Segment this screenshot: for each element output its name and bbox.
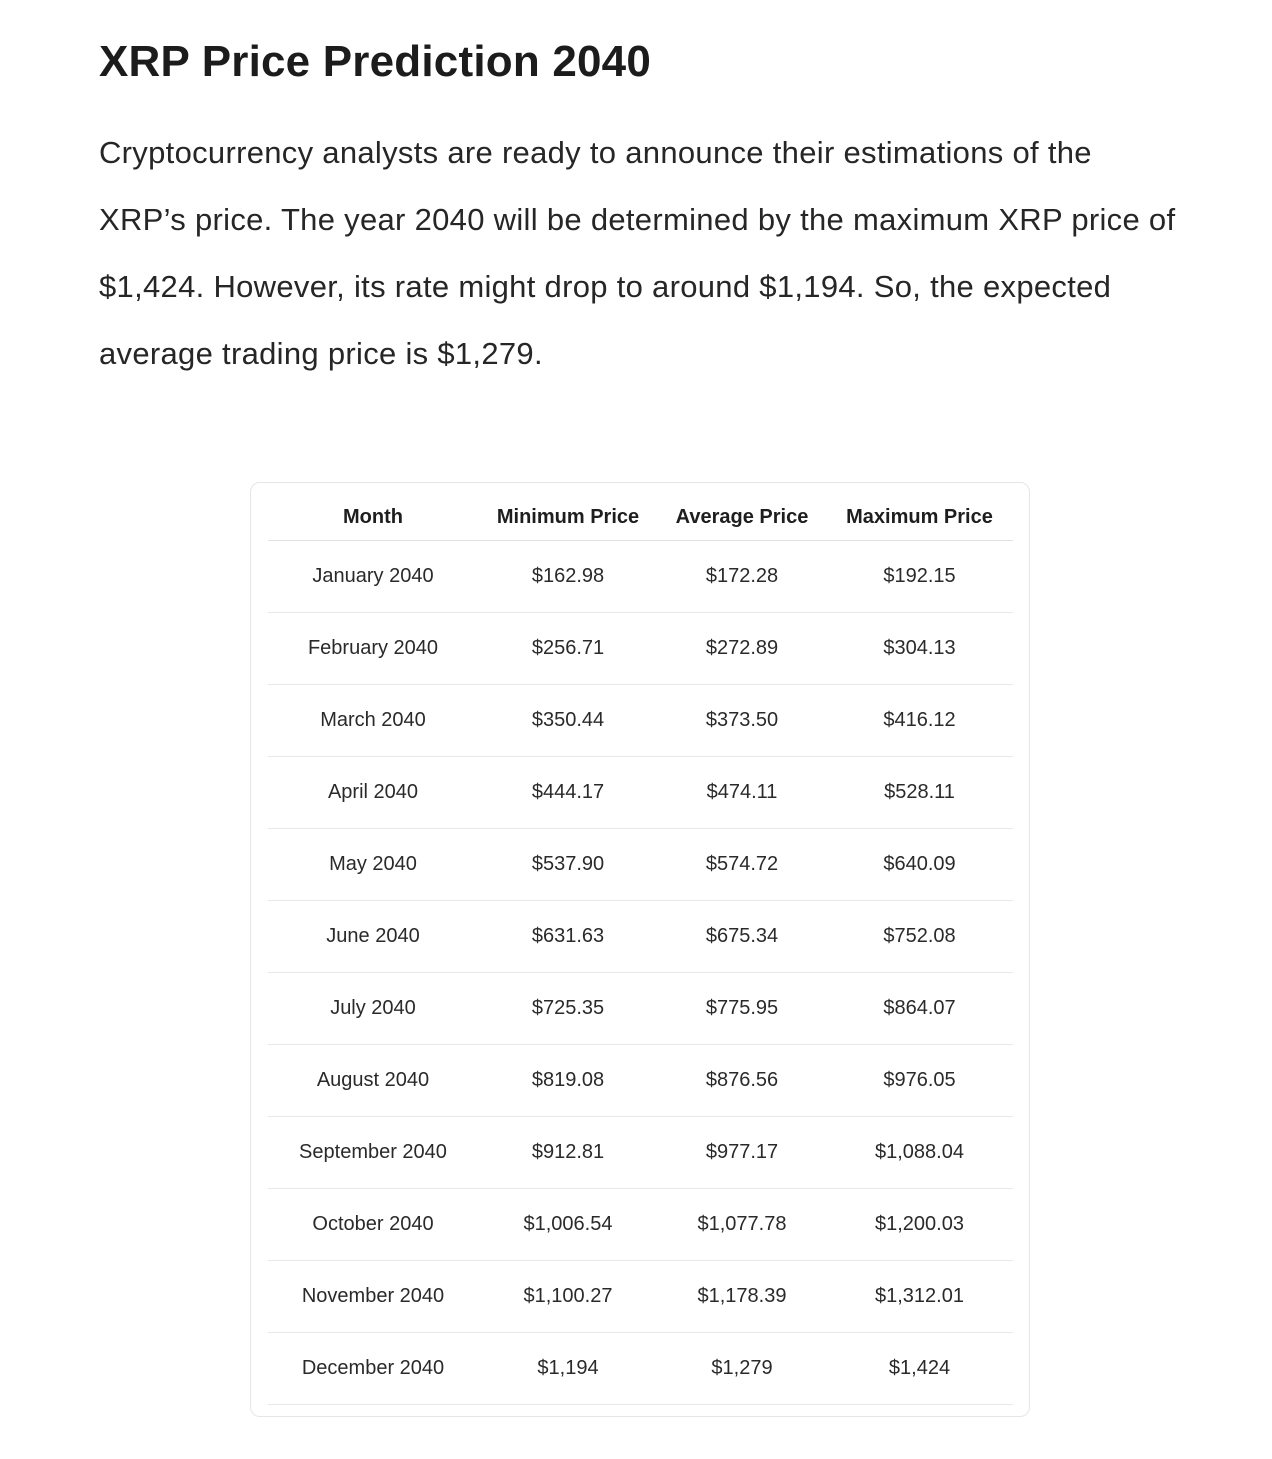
table-row bbox=[268, 828, 1013, 900]
cell-minimum-price: $350.44 bbox=[478, 684, 658, 756]
table-row bbox=[268, 972, 1013, 1044]
cell-minimum-price: $256.71 bbox=[478, 612, 658, 684]
cell-minimum-price: $912.81 bbox=[478, 1116, 658, 1188]
cell-month: June 2040 bbox=[268, 900, 478, 972]
column-header-minimum-price: Minimum Price bbox=[478, 483, 658, 540]
cell-minimum-price: $1,006.54 bbox=[478, 1188, 658, 1260]
page-title: XRP Price Prediction 2040 bbox=[99, 37, 652, 86]
cell-month: December 2040 bbox=[268, 1332, 478, 1404]
cell-average-price: $272.89 bbox=[658, 612, 826, 684]
cell-month: October 2040 bbox=[268, 1188, 478, 1260]
cell-average-price: $474.11 bbox=[658, 756, 826, 828]
cell-minimum-price: $444.17 bbox=[478, 756, 658, 828]
cell-month: March 2040 bbox=[268, 684, 478, 756]
cell-average-price: $675.34 bbox=[658, 900, 826, 972]
column-header-average-price: Average Price bbox=[658, 483, 826, 540]
intro-paragraph: Cryptocurrency analysts are ready to announce their estimations of the XRP’s price. The year 2040 will be determined by the maximum XRP price of $1,424. However, its rate might drop to around $1,194. So, the expected average trading price is $1,279. bbox=[99, 135, 1176, 371]
cell-minimum-price: $725.35 bbox=[478, 972, 658, 1044]
cell-month: February 2040 bbox=[268, 612, 478, 684]
cell-maximum-price: $752.08 bbox=[826, 900, 1013, 972]
column-header-maximum-price: Maximum Price bbox=[826, 483, 1013, 540]
cell-average-price: $373.50 bbox=[658, 684, 826, 756]
cell-average-price: $1,077.78 bbox=[658, 1188, 826, 1260]
cell-maximum-price: $640.09 bbox=[826, 828, 1013, 900]
table-row bbox=[268, 540, 1013, 612]
cell-average-price: $775.95 bbox=[658, 972, 826, 1044]
cell-maximum-price: $304.13 bbox=[826, 612, 1013, 684]
cell-minimum-price: $537.90 bbox=[478, 828, 658, 900]
table-row bbox=[268, 1116, 1013, 1188]
cell-month: September 2040 bbox=[268, 1116, 478, 1188]
column-header-month: Month bbox=[268, 483, 478, 540]
cell-month: May 2040 bbox=[268, 828, 478, 900]
table-row bbox=[268, 1260, 1013, 1332]
cell-maximum-price: $192.15 bbox=[826, 540, 1013, 612]
cell-maximum-price: $1,424 bbox=[826, 1332, 1013, 1404]
cell-minimum-price: $631.63 bbox=[478, 900, 658, 972]
cell-month: January 2040 bbox=[268, 540, 478, 612]
table-row bbox=[268, 684, 1013, 756]
cell-minimum-price: $819.08 bbox=[478, 1044, 658, 1116]
price-table-card bbox=[250, 482, 1030, 1417]
table-row bbox=[268, 756, 1013, 828]
cell-average-price: $172.28 bbox=[658, 540, 826, 612]
cell-month: April 2040 bbox=[268, 756, 478, 828]
table-row bbox=[268, 900, 1013, 972]
cell-average-price: $1,279 bbox=[658, 1332, 826, 1404]
cell-average-price: $977.17 bbox=[658, 1116, 826, 1188]
table-row bbox=[268, 1044, 1013, 1116]
table-header-row bbox=[268, 483, 1013, 540]
cell-maximum-price: $528.11 bbox=[826, 756, 1013, 828]
cell-average-price: $1,178.39 bbox=[658, 1260, 826, 1332]
cell-month: August 2040 bbox=[268, 1044, 478, 1116]
cell-maximum-price: $976.05 bbox=[826, 1044, 1013, 1116]
cell-month: July 2040 bbox=[268, 972, 478, 1044]
cell-minimum-price: $1,194 bbox=[478, 1332, 658, 1404]
table-row bbox=[268, 1188, 1013, 1260]
cell-maximum-price: $1,200.03 bbox=[826, 1188, 1013, 1260]
cell-minimum-price: $1,100.27 bbox=[478, 1260, 658, 1332]
cell-average-price: $574.72 bbox=[658, 828, 826, 900]
cell-maximum-price: $416.12 bbox=[826, 684, 1013, 756]
price-prediction-table bbox=[268, 483, 1013, 1405]
cell-minimum-price: $162.98 bbox=[478, 540, 658, 612]
cell-maximum-price: $1,088.04 bbox=[826, 1116, 1013, 1188]
cell-maximum-price: $1,312.01 bbox=[826, 1260, 1013, 1332]
cell-maximum-price: $864.07 bbox=[826, 972, 1013, 1044]
table-row bbox=[268, 612, 1013, 684]
cell-average-price: $876.56 bbox=[658, 1044, 826, 1116]
table-row bbox=[268, 1332, 1013, 1404]
cell-month: November 2040 bbox=[268, 1260, 478, 1332]
